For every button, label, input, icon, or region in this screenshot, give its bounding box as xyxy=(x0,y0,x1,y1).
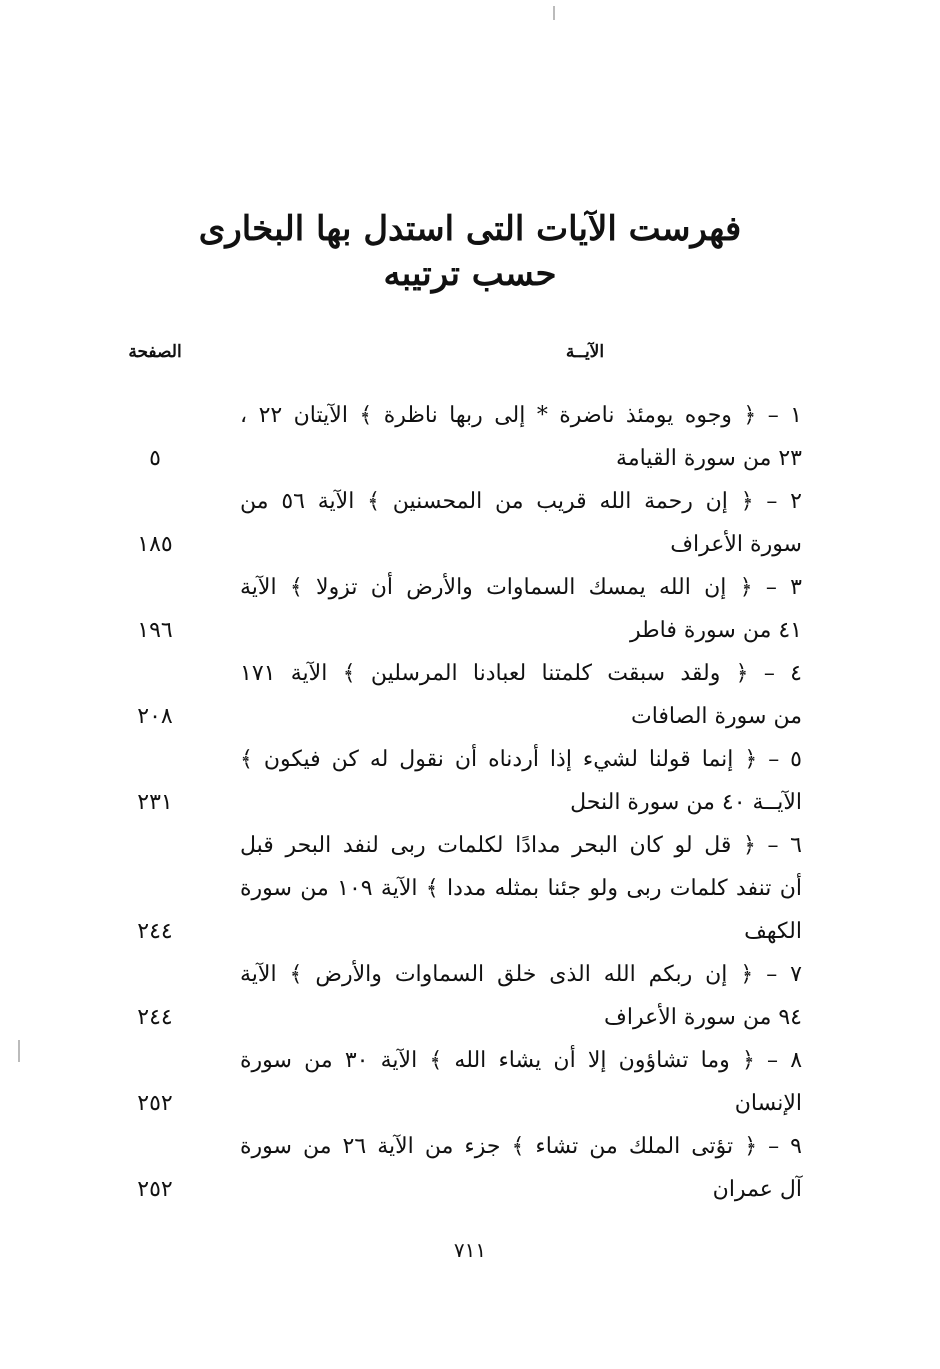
index-subtitle: حسب ترتيبه xyxy=(383,254,557,294)
entry-verse-continuation: ٩٤ من سورة الأعراف xyxy=(604,1005,802,1030)
entry-page-number: ١٩٦ xyxy=(137,618,173,643)
scan-mark xyxy=(553,6,555,20)
index-title: فهرست الآيات التى استدل بها البخارى xyxy=(198,209,742,249)
entry-verse-continuation: سورة الأعراف xyxy=(670,532,802,557)
entry-verse-continuation: الإنسان xyxy=(734,1091,802,1116)
entry-verse-continuation: الكهف xyxy=(744,919,802,944)
entry-page-number: ٢٥٢ xyxy=(137,1177,173,1202)
entry-verse-text: ٢ – ﴿ إن رحمة الله قريب من المحسنين ﴾ الآية ٥٦ من xyxy=(240,489,802,514)
entry-verse-text: ٩ – ﴿ تؤتى الملك من تشاء ﴾ جزء من الآية ٢٦ من سورة xyxy=(240,1134,802,1159)
entry-verse-text: ٣ – ﴿ إن الله يمسك السماوات والأرض أن تزولا ﴾ الآية xyxy=(240,575,802,600)
entry-verse-continuation: ٤١ من سورة فاطر xyxy=(630,618,802,643)
entry-verse-text: ٦ – ﴿ قل لو كان البحر مدادًا لكلمات ربى لنفد البحر قبل xyxy=(240,833,802,858)
entry-verse-continuation: آل عمران xyxy=(712,1177,802,1202)
entry-verse-text: ٧ – ﴿ إن ربكم الله الذى خلق السماوات والأرض ﴾ الآية xyxy=(240,962,802,987)
entry-verse-text: ٤ – ﴿ ولقد سبقت كلمتنا لعبادنا المرسلين ﴾ الآية ١٧١ xyxy=(240,661,802,686)
column-header-verse: الآيــة xyxy=(565,342,605,362)
entry-page-number: ٢٥٢ xyxy=(137,1091,173,1116)
entry-page-number: ٢٠٨ xyxy=(137,704,173,729)
entry-verse-continuation: الآيــة ٤٠ من سورة النحل xyxy=(570,790,802,815)
entry-verse-text: ٥ – ﴿ إنما قولنا لشيء إذا أردناه أن نقول له كن فيكون ﴾ xyxy=(240,747,802,772)
entry-verse-continuation: أن تنفد كلمات ربى ولو جئنا بمثله مددا ﴾ الآية ١٠٩ من سورة xyxy=(240,876,802,901)
entry-verse-text: ١ – ﴿ وجوه يومئذ ناضرة * إلى ربها ناظرة ﴾ الآيتان ٢٢ ، xyxy=(240,403,802,428)
page-number: ٧١١ xyxy=(453,1238,487,1262)
entry-verse-continuation: من سورة الصافات xyxy=(631,704,802,729)
entry-verse-text: ٨ – ﴿ وما تشاؤون إلا أن يشاء الله ﴾ الآية ٣٠ من سورة xyxy=(240,1048,803,1073)
scan-mark xyxy=(18,1040,20,1062)
entry-page-number: ٢٣١ xyxy=(137,790,173,815)
column-header-page: الصفحة xyxy=(128,342,182,362)
entry-page-number: ١٨٥ xyxy=(137,532,173,557)
entry-page-number: ٢٤٤ xyxy=(137,919,173,944)
entry-verse-continuation: ٢٣ من سورة القيامة xyxy=(616,446,802,471)
entry-page-number: ٢٤٤ xyxy=(137,1005,173,1030)
entry-page-number: ٥ xyxy=(149,446,161,471)
